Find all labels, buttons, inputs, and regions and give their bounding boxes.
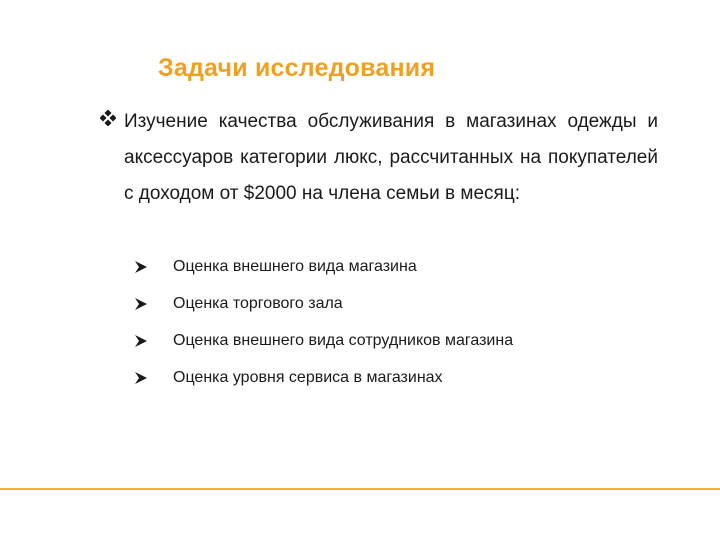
arrow-bullet-icon	[134, 334, 148, 348]
sub-bullet-label: Оценка внешнего вида сотрудников магазина	[173, 332, 514, 349]
sub-bullet-label: Оценка уровня сервиса в магазинах	[173, 369, 443, 386]
arrow-bullet-icon	[134, 297, 148, 311]
diamond-bullet-icon	[100, 110, 116, 126]
main-bullet-text: Изучение качества обслуживания в магазинах одежды и аксессуаров категории люкс, рассчитанных на покупателей с доходом от $2000 на члена семьи в месяц:	[124, 111, 658, 204]
sub-bullet-list	[134, 252, 674, 400]
sub-bullet-item	[134, 363, 674, 400]
sub-bullet-item	[134, 326, 674, 363]
arrow-bullet-icon	[134, 260, 148, 274]
sub-bullet-item	[134, 289, 674, 326]
slide-title: Задачи исследования	[158, 54, 436, 82]
sub-bullet-item	[134, 252, 674, 289]
sub-bullet-label: Оценка внешнего вида магазина	[173, 258, 417, 275]
sub-bullet-label: Оценка торгового зала	[173, 295, 343, 312]
arrow-bullet-icon	[134, 371, 148, 385]
footer-divider	[0, 488, 720, 490]
main-bullet	[100, 104, 660, 212]
